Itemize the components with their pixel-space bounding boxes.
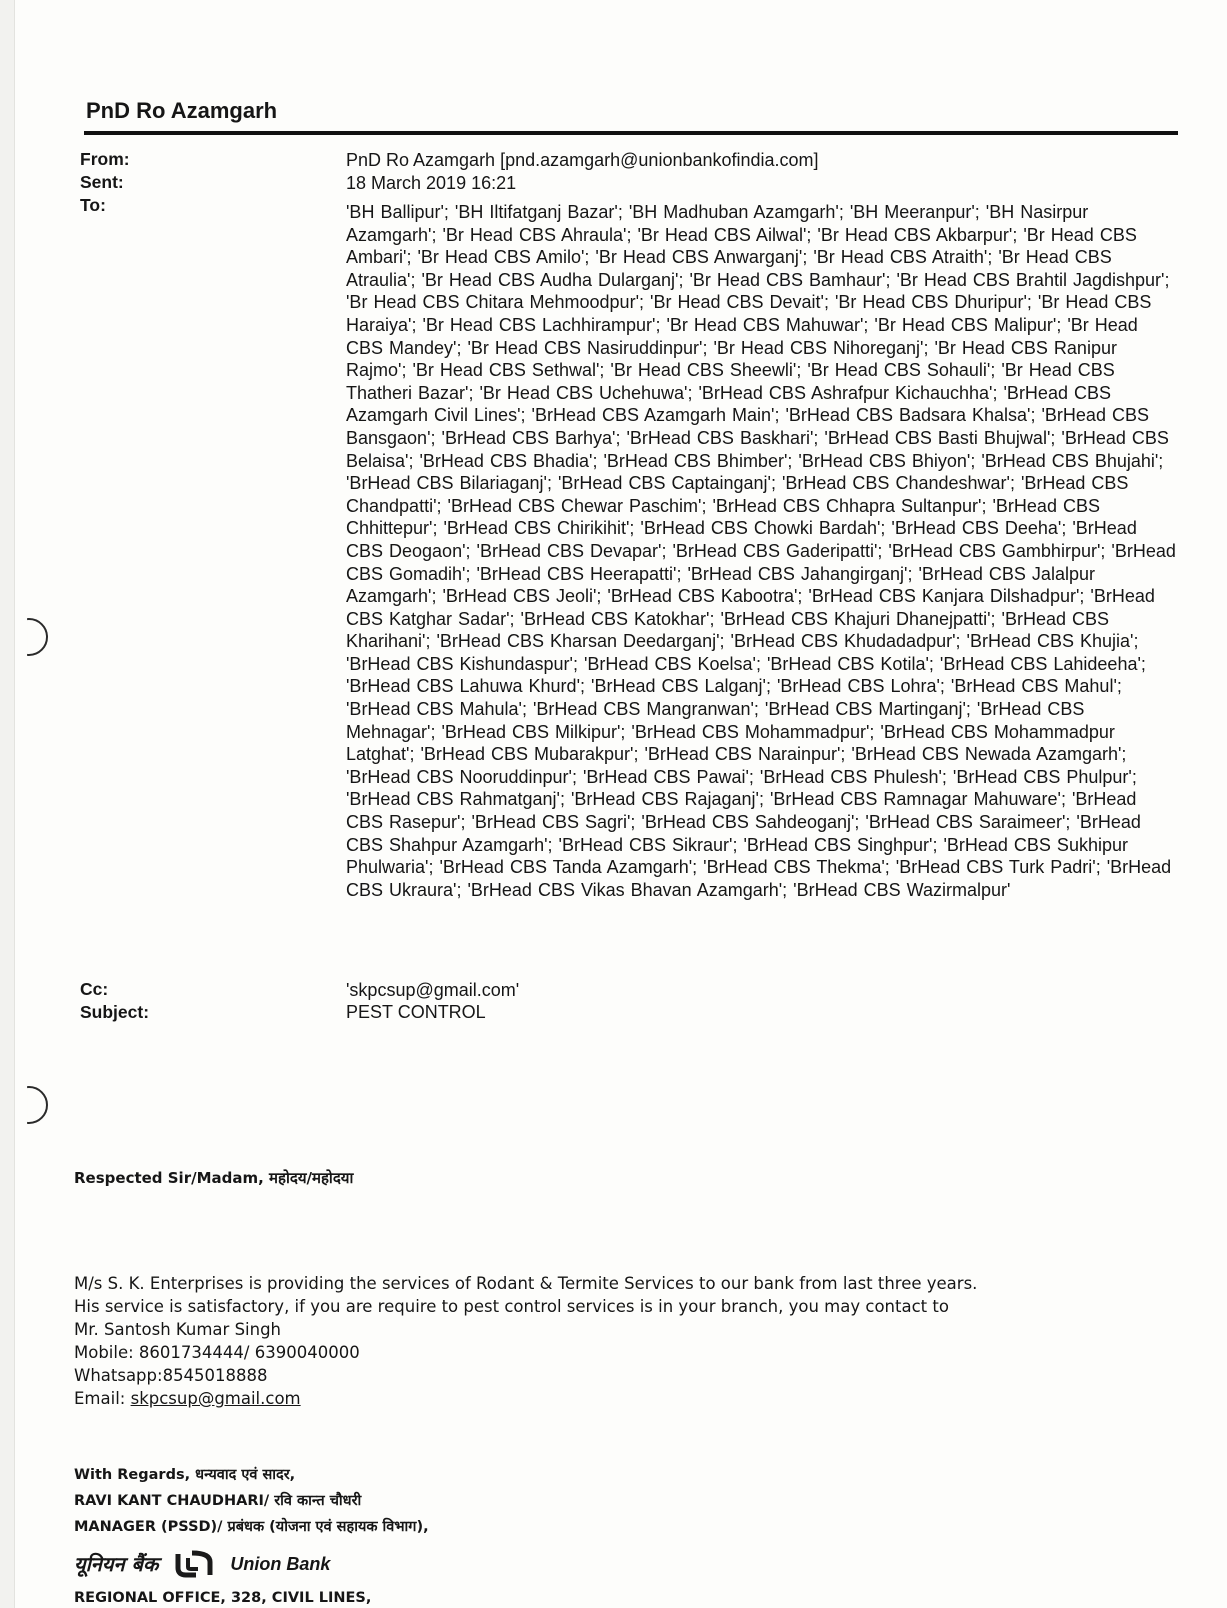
regards-line: With Regards, धन्यवाद एवं सादर, [74,1467,296,1483]
cc-label: Cc: [80,979,109,999]
punch-hole-top [10,618,48,656]
punch-hole-bottom [10,1086,48,1124]
contact-name: Mr. Santosh Kumar Singh [74,1320,282,1339]
regional-office-address: REGIONAL OFFICE, 328, CIVIL LINES, [74,1590,372,1606]
body-line-2: His service is satisfactory, if you are require to pest control services is in your branch, you may contact to [74,1297,949,1316]
from-value: PnD Ro Azamgarh [pnd.azamgarh@unionbankofindia.com] [346,150,819,170]
subject-label: Subject: [80,1002,150,1022]
sent-value: 18 March 2019 16:21 [346,173,517,193]
contact-whatsapp: Whatsapp:8545018888 [74,1366,268,1385]
body-line-1: M/s S. K. Enterprises is providing the services of Rodant & Termite Services to our bank from last three years. [74,1274,978,1293]
header-rule [84,131,1178,135]
subject-value: PEST CONTROL [346,1002,486,1022]
email-link[interactable]: skpcsup@gmail.com [130,1389,301,1408]
signer-name: RAVI KANT CHAUDHARI/ रवि कान्त चौधरी [74,1493,362,1509]
email-label: Email: [74,1389,131,1408]
contact-mobile: Mobile: 8601734444/ 6390040000 [74,1343,360,1362]
contact-email [74,1387,977,1410]
union-bank-logo [74,1550,330,1578]
from-label: From: [80,149,130,169]
letter-body [74,1272,977,1410]
to-label: To: [80,195,106,215]
cc-value: 'skpcsup@gmail.com' [346,980,520,1000]
to-recipients: 'BH Ballipur'; 'BH Iltifatganj Bazar'; 'BH Madhuban Azamgarh'; 'BH Meeranpur'; 'BH Nasirpur Azamgarh'; 'Br Head CBS Ahraula'; 'Br Head CBS Ailwal'; 'Br Head CBS Akbarpur'; 'Br Head CBS Ambari'; 'Br Head CBS Amilo'; 'Br Head CBS Anwarganj'; 'Br Head CBS Atraith'; 'Br Head CBS Atraulia'; 'Br Head CBS Audha Dularganj'; 'Br Head CBS Bamhaur'; 'Br Head CBS Brahtil Jagdishpur'; 'Br Head CBS Chitara Mehmoodpur'; 'Br Head CBS Devait'; 'Br Head CBS Dhuripur'; 'Br Head CBS Haraiya'; 'Br Head CBS Lachhirampur'; 'Br Head CBS Mahuwar'; 'Br Head CBS Malipur'; 'Br Head CBS Mandey'; 'Br Head CBS Nasiruddinpur'; 'Br Head CBS Nihoreganj'; 'Br Head CBS Ranipur Rajmo'; 'Br Head CBS Sethwal'; 'Br Head CBS Sheewli'; 'Br Head CBS Sohauli'; 'Br Head CBS Thatheri Bazar'; 'Br Head CBS Uchehuwa'; 'BrHead CBS Ashrafpur Kichauchha'; 'BrHead CBS Azamgarh Civil Lines'; 'BrHead CBS Azamgarh Main'; 'BrHead CBS Badsara Khalsa'; 'BrHead CBS Bansgaon'; 'BrHead CBS Barhya'; 'BrHead CBS Baskhari'; 'BrHead CBS Basti Bhujwal'; 'BrHead CBS Belaisa'; 'BrHead CBS Bhadia'; 'BrHead CBS Bhimber'; 'BrHead CBS Bhiyon'; 'BrHead CBS Bhujahi'; 'BrHead CBS Bilariaganj'; 'BrHead CBS Captainganj'; 'BrHead CBS Chandeshwar'; 'BrHead CBS Chandpatti'; 'BrHead CBS Chewar Paschim'; 'BrHead CBS Chhapra Sultanpur'; 'BrHead CBS Chhittepur'; 'BrHead CBS Chirikihit'; 'BrHead CBS Chowki Bardah'; 'BrHead CBS Deeha'; 'BrHead CBS Deogaon'; 'BrHead CBS Devapar'; 'BrHead CBS Gaderipatti'; 'BrHead CBS Gambhirpur'; 'BrHead CBS Gomadih'; 'BrHead CBS Heerapatti'; 'BrHead CBS Jahangirganj'; 'BrHead CBS Jalalpur Azamgarh'; 'BrHead CBS Jeoli'; 'BrHead CBS Kabootra'; 'BrHead CBS Kanjara Dilshadpur'; 'BrHead CBS Katghar Sadar'; 'BrHead CBS Katokhar'; 'BrHead CBS Khajuri Dhanejpatti'; 'BrHead CBS Kharihani'; 'BrHead CBS Kharsan Deedarganj'; 'BrHead CBS Khudadadpur'; 'BrHead CBS Khujia'; 'BrHead CBS Kishundaspur'; 'BrHead CBS Koelsa'; 'BrHead CBS Kotila'; 'BrHead CBS Lahideeha'; 'BrHead CBS Lahuwa Khurd'; 'BrHead CBS Lalganj'; 'BrHead CBS Lohra'; 'BrHead CBS Mahul'; 'BrHead CBS Mahula'; 'BrHead CBS Mangranwan'; 'BrHead CBS Martinganj'; 'BrHead CBS Mehnagar'; 'BrHead CBS Milkipur'; 'BrHead CBS Mohammadpur'; 'BrHead CBS Mohammadpur Latghat'; 'BrHead CBS Mubarakpur'; 'BrHead CBS Narainpur'; 'BrHead CBS Newada Azamgarh'; 'BrHead CBS Nooruddinpur'; 'BrHead CBS Pawai'; 'BrHead CBS Phulesh'; 'BrHead CBS Phulpur'; 'BrHead CBS Rahmatganj'; 'BrHead CBS Rajaganj'; 'BrHead CBS Ramnagar Mahuware'; 'BrHead CBS Rasepur'; 'BrHead CBS Sagri'; 'BrHead CBS Sahdeoganj'; 'BrHead CBS Saraimeer'; 'BrHead CBS Shahpur Azamgarh'; 'BrHead CBS Sikraur'; 'BrHead CBS Singhpur'; 'BrHead CBS Sukhipur Phulwaria'; 'BrHead CBS Tanda Azamgarh'; 'BrHead CBS Thekma'; 'BrHead CBS Turk Padri'; 'BrHead CBS Ukraura'; 'BrHead CBS Vikas Bhavan Azamgarh'; 'BrHead CBS Wazirmalpur' [346,202,1176,900]
signer-designation: MANAGER (PSSD)/ प्रबंधक (योजना एवं सहायक विभाग), [74,1519,429,1535]
page-left-edge [0,0,15,1608]
salutation: Respected Sir/Madam, महोदय/महोदया [74,1169,354,1187]
sender-title: PnD Ro Azamgarh [86,98,278,123]
signature-block [74,1462,429,1540]
sent-label: Sent: [80,172,124,192]
union-bank-logo-icon [172,1550,216,1578]
logo-english-text: Union Bank [230,1553,331,1574]
logo-hindi-text: यूनियन बैंक [74,1552,159,1576]
